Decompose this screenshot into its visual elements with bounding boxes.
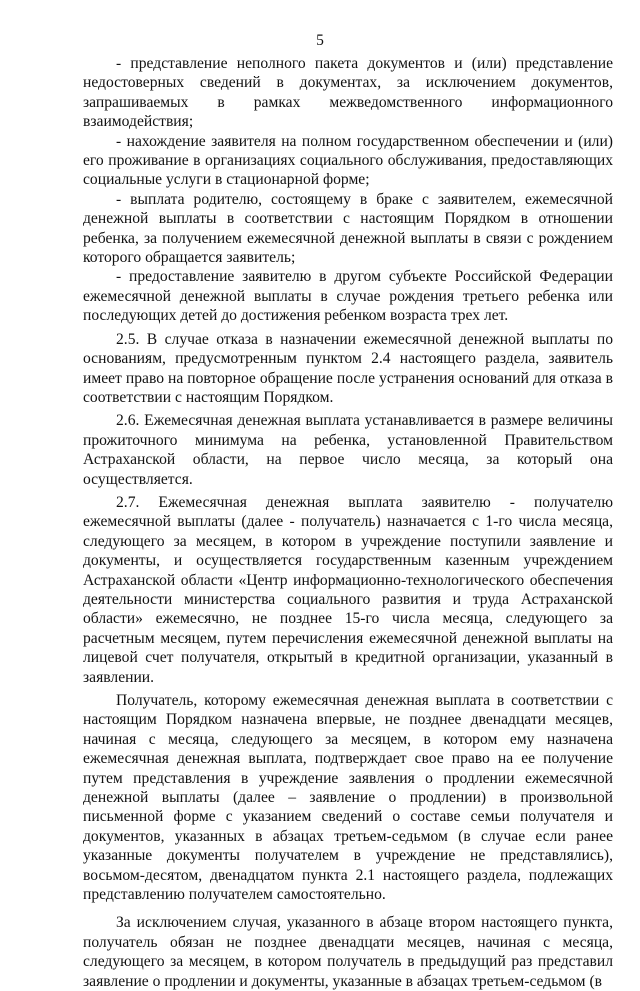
paragraph-renewal-obligation: За исключением случая, указанного в абзаце втором настоящего пункта, получатель обязан не позднее двенадцати месяцев, начиная с месяца, следующего за месяцем, в котором получатель в предыдущий раз представил заявление о продлении и документы, указанные в абзацах третьем-седьмом (в: [83, 914, 613, 990]
paragraph-other-region: - предоставление заявителю в другом субъекте Российской Федерации ежемесячной денежной выплаты в случае рождения третьего ребенка или последующих детей до достижения ребенком возраста трех лет.: [83, 268, 613, 325]
document-body: [83, 54, 613, 991]
paragraph-spouse-payment: - выплата родителю, состоящему в браке с заявителем, ежемесячной денежной выплаты в соответствии с настоящим Порядком в отношении ребенка, за получением ежемесячной денежной выплаты в связи с рождением которого обращается заявитель;: [83, 190, 613, 267]
paragraph-2-7: 2.7. Ежемесячная денежная выплата заявителю - получателю ежемесячной выплаты (далее - получатель) назначается с 1-го числа месяца, следующего за месяцем, в котором в учреждение поступили заявление и документы, и осуществляется государственным казенным учреждением Астраханской области «Центр информационно-технологического обеспечения деятельности министерства социального развития и труда Астраханской области» ежемесячно, не позднее 15-го числа месяца, следующего за расчетным месяцем, путем перечисления ежемесячной денежной выплаты на лицевой счет получателя, открытый в кредитной организации, указанный в заявлении.: [83, 493, 613, 686]
paragraph-recipient-renewal: Получатель, которому ежемесячная денежная выплата в соответствии с настоящим Порядком назначена впервые, не позднее двенадцати месяцев, начиная с месяца, следующего за месяцем, в котором ему назначена ежемесячная денежная выплата, подтверждает свое право на ее получение путем представления в учреждение заявления о продлении ежемесячной денежной выплаты (далее – заявление о продлении) в произвольной письменной форме с указанием сведений о составе семьи получателя и документов, указанных в абзацах третьем-седьмом (в случае если ранее указанные документы получателем в учреждение не представлялись), восьмом-десятом, двенадцатом пункта 2.1 настоящего раздела, подлежащих представлению получателем самостоятельно.: [83, 692, 613, 904]
paragraph-2-5: 2.5. В случае отказа в назначении ежемесячной денежной выплаты по основаниям, предусмотренным пунктом 2.4 настоящего раздела, заявитель имеет право на повторное обращение после устранения оснований для отказа в соответствии с настоящим Порядком.: [83, 330, 613, 406]
paragraph-state-support: - нахождение заявителя на полном государственном обеспечении и (или) его проживание в организациях социального обслуживания, предоставляющих социальные услуги в стационарной форме;: [83, 132, 613, 189]
paragraph-2-6: 2.6. Ежемесячная денежная выплата устанавливается в размере величины прожиточного минимума на ребенка, установленной Правительством Астраханской области, на первое число месяца, за который она осуществляется.: [83, 412, 613, 488]
paragraph-incomplete-documents: - представление неполного пакета документов и (или) представление недостоверных сведений в документах, за исключением документов, запрашиваемых в рамках межведомственного информационного взаимодействия;: [83, 55, 613, 131]
page-number: 5: [316, 32, 324, 49]
